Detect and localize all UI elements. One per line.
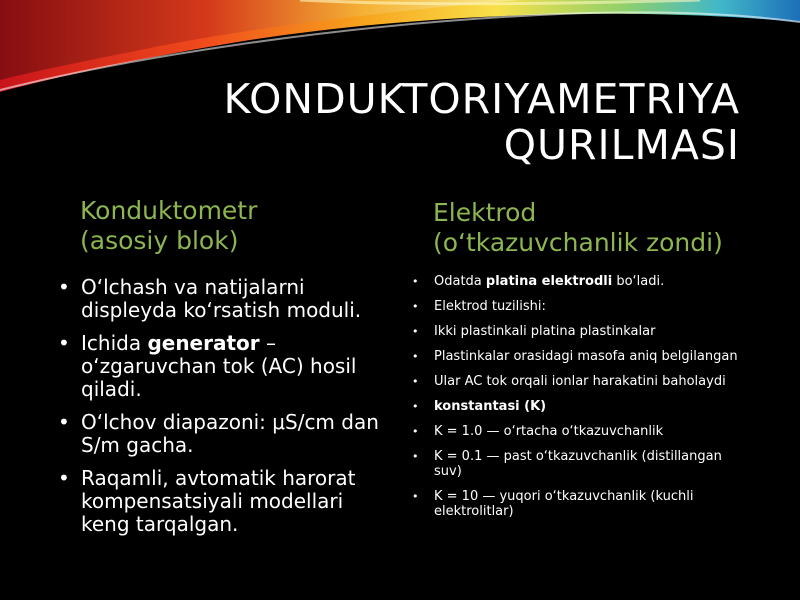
list-item [58, 276, 388, 322]
list-item [412, 449, 742, 479]
list-item [412, 489, 742, 519]
list-item-bold: konstantasi (K) [434, 399, 547, 414]
left-column-heading [80, 196, 380, 256]
list-item [58, 467, 388, 536]
title-line-2: QURILMASI [503, 121, 740, 169]
list-item [412, 299, 742, 314]
right-bullet-list [412, 274, 742, 529]
list-item-text: K = 0.1 — past o‘tkazuvchanlik (distillangan suv) [434, 449, 722, 479]
list-item-bold: platina elektrodli [485, 274, 613, 289]
slide-title [120, 76, 740, 168]
list-item-text: Elektrod tuzilishi: [434, 299, 546, 314]
list-item [412, 274, 742, 289]
list-item-text: Odatda [434, 274, 486, 289]
list-item-bold: generator [147, 331, 260, 355]
right-column-heading [433, 198, 763, 258]
right-heading-line-1: Elektrod [433, 198, 537, 227]
left-heading-line-1: Konduktometr [80, 196, 258, 225]
list-item-text: Ikki plastinkali platina plastinkalar [434, 324, 656, 339]
list-item [412, 399, 742, 414]
list-item-text: Plastinkalar orasidagi masofa aniq belgilangan [434, 349, 738, 364]
list-item [58, 332, 388, 401]
title-line-1: KONDUKTORIYAMETRIYA [223, 75, 740, 123]
left-bullet-list [58, 276, 388, 546]
list-item-text: Ular AC tok orqali ionlar harakatini baholaydi [434, 374, 726, 389]
list-item-text: – o‘zgaruvchan tok (AC) hosil qiladi. [81, 331, 357, 401]
list-item-text: K = 1.0 — o‘rtacha o‘tkazuvchanlik [434, 424, 664, 439]
list-item-text: Raqamli, avtomatik harorat kompensatsiyali modellari keng tarqalgan. [81, 466, 356, 536]
list-item-text: O‘lchov diapazoni: μS/cm dan S/m gacha. [81, 410, 379, 457]
list-item [58, 411, 388, 457]
list-item-text: O‘lchash va natijalarni displeyda ko‘rsatish moduli. [81, 275, 362, 322]
list-item-text: bo‘ladi. [612, 274, 665, 289]
list-item [412, 324, 742, 339]
list-item-text: Ichida [81, 331, 148, 355]
list-item [412, 374, 742, 389]
right-heading-line-2: (o‘tkazuvchanlik zondi) [433, 228, 723, 257]
list-item [412, 424, 742, 439]
list-item-text: K = 10 — yuqori o‘tkazuvchanlik (kuchli elektrolitlar) [434, 489, 694, 519]
left-heading-line-2: (asosiy blok) [80, 226, 239, 255]
list-item [412, 349, 742, 364]
